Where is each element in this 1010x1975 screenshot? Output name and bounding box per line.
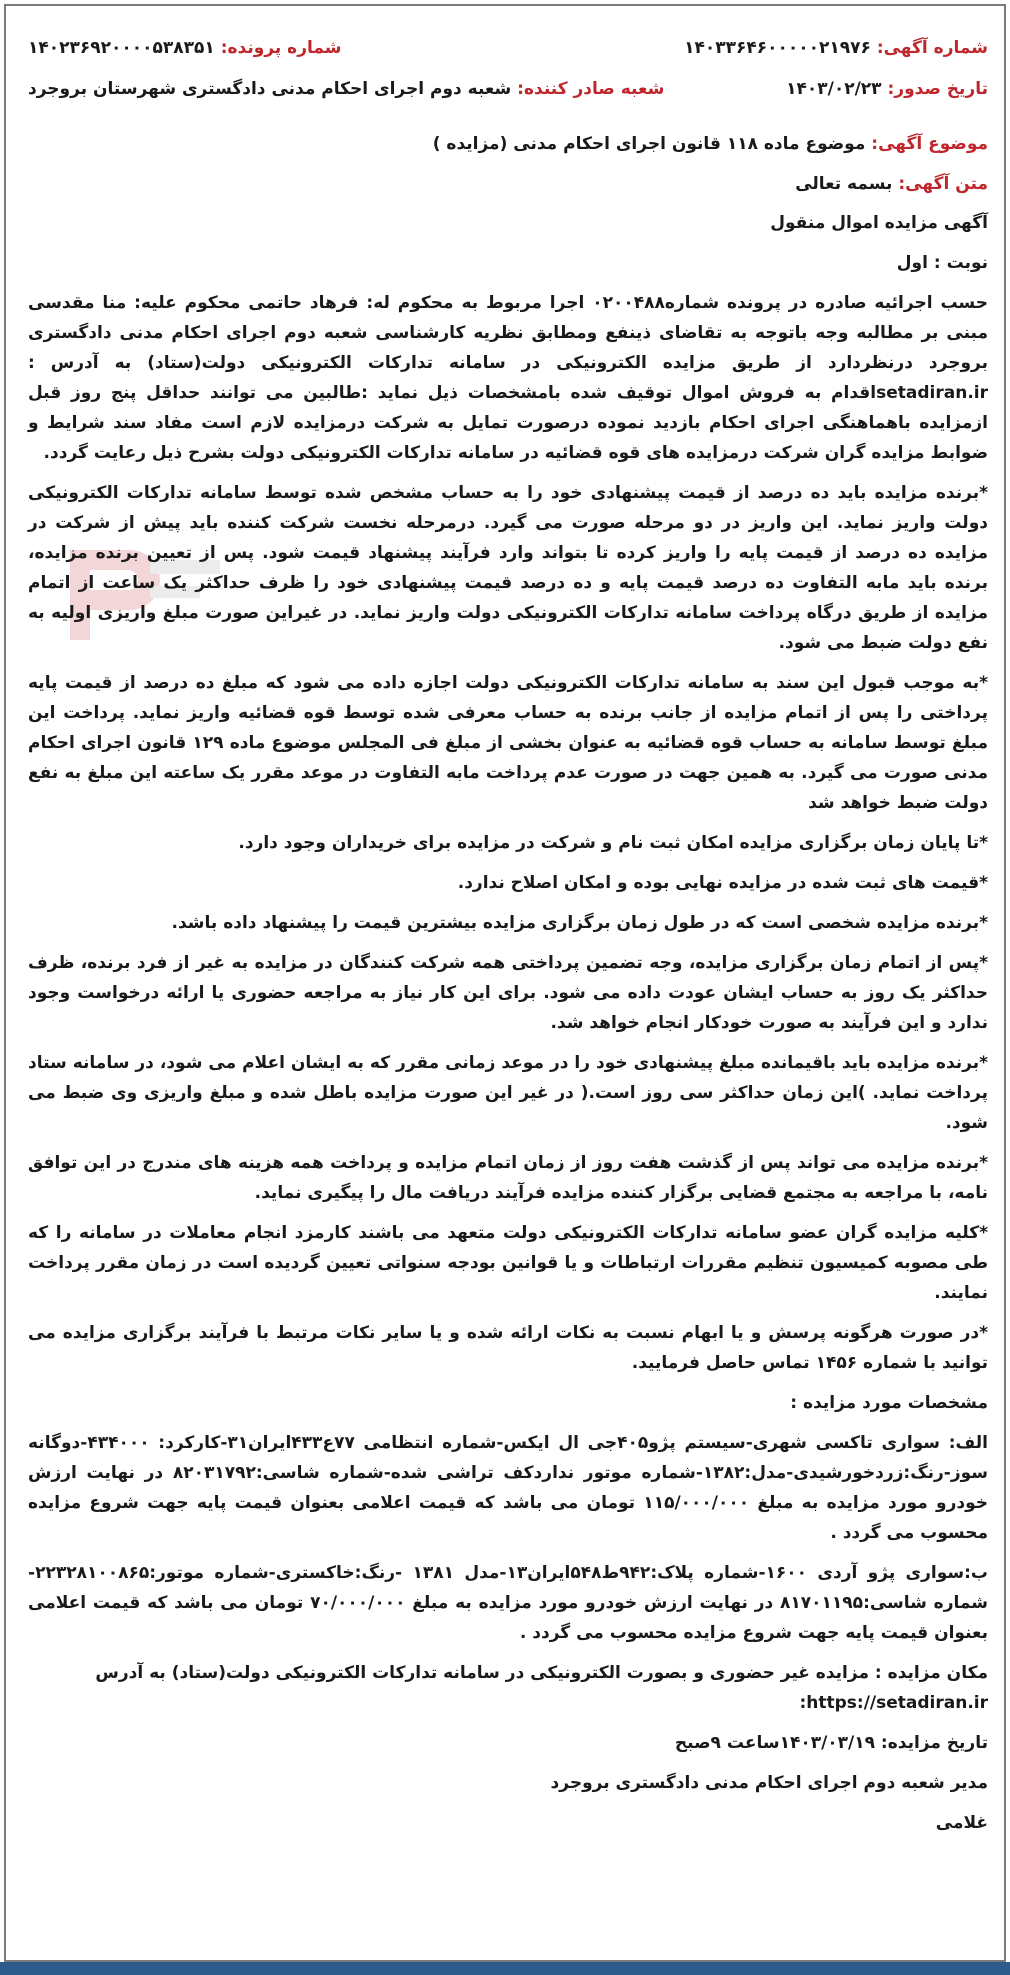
header-row-2 bbox=[28, 79, 988, 101]
paragraph-rule-4: *قیمت های ثبت شده در مزایده نهایی بوده و امکان اصلاح ندارد. bbox=[457, 873, 988, 893]
text-label: متن آگهی: bbox=[898, 174, 988, 194]
paragraph-rule-5: *برنده مزایده شخصی است که در طول زمان برگزاری مزایده بیشترین قیمت را پیشنهاد داده باشد. bbox=[171, 913, 988, 933]
issue-date-label: تاریخ صدور: bbox=[887, 79, 988, 99]
paragraph-rule-2: *به موجب قبول این سند به سامانه تدارکات الکترونیکی دولت اجازه داده می شود که مبلغ ده درصد از قیمت پایه پرداختی را پس از اتمام مزایده از جانب برنده به حساب معرفی شده توسط قوه قضائیه واریز نماید. پرداخت این مبلغ توسط سامانه به حساب قوه قضائیه به عنوان بخشی از مبلغ فی المجلس موضوع ماده ۱۲۹ قانون اجرای احکام مدنی صورت می گیرد. به همین جهت در صورت عدم پرداخت مابه التفاوت در موعد مقرر یک ساعته این مبلغ به نفع دولت ضبط خواهد شد bbox=[28, 673, 988, 813]
signer-title: مدیر شعبه دوم اجرای احکام مدنی دادگستری بروجرد bbox=[550, 1773, 988, 1793]
subject: موضوع ماده ۱۱۸ قانون اجرای احکام مدنی (مزایده ) bbox=[432, 134, 866, 154]
ad-number-field bbox=[684, 38, 988, 60]
subject-line bbox=[28, 134, 988, 154]
text-title: بسمه تعالی bbox=[795, 174, 893, 194]
paragraph-rule-9: *کلیه مزایده گران عضو سامانه تدارکات الکترونیکی دولت متعهد می باشند کارمزد انجام معاملات در سامانه را که طی مصوبه کمیسیون تنظیم مقررات ارتباطات و یا قوانین بودجه سنواتی تعیین گردیده است در زمان مقرر پرداخت نمایند. bbox=[28, 1223, 988, 1303]
notice-content bbox=[28, 38, 988, 1838]
paragraph-rule-7: *برنده مزایده باید باقیمانده مبلغ پیشنهادی خود را در موعد زمانی مقرر که به ایشان اعلام می شود، در سامانه ستاد پرداخت نماید. )این زمان حداکثر سی روز است.( در غیر این صورت مزایده باطل شده و مبلغ واریزی وی ضبط می شود. bbox=[28, 1053, 988, 1133]
auction-date: تاریخ مزایده: ۱۴۰۳/۰۳/۱۹ساعت ۹صبح bbox=[674, 1733, 988, 1753]
case-number-label: شماره پرونده: bbox=[220, 38, 342, 58]
ad-number: ۱۴۰۳۳۶۴۶۰۰۰۰۰۲۱۹۷۶ bbox=[684, 38, 871, 58]
item-b: ب:سواری پژو آردی ۱۶۰۰-شماره پلاک:۹۴۲ط۵۴۸ایران۱۳-مدل ۱۳۸۱ -رنگ:خاکستری-شماره موتور:۲۲۳۲۸۱۰۰۸۶۵-شماره شاسی:۸۱۷۰۱۱۹۵ در نهایت ارزش خودرو مورد مزایده به مبلغ ۷۰/۰۰۰/۰۰۰ تومان می باشد که قیمت اعلامی بعنوان قیمت پایه جهت شروع مزایده محسوب می گردد . bbox=[28, 1563, 989, 1643]
issue-date-field bbox=[786, 79, 988, 101]
issuer: شعبه دوم اجرای احکام مدنی دادگستری شهرستان بروجرد bbox=[28, 79, 512, 99]
header-row-1 bbox=[28, 38, 988, 60]
paragraph-rule-8: *برنده مزایده می تواند پس از گذشت هفت روز از زمان اتمام مزایده و پرداخت همه هزینه های مندرج در این توافق نامه، با مراجعه به مجتمع قضایی برگزار کننده مزایده فرآیند دریافت مال را پیگیری نماید. bbox=[28, 1153, 988, 1203]
notice-title: آگهی مزایده اموال منقول bbox=[770, 213, 988, 233]
case-number: ۱۴۰۲۳۶۹۲۰۰۰۰۵۳۸۳۵۱ bbox=[28, 38, 215, 58]
paragraph-rule-3: *تا پایان زمان برگزاری مزایده امکان ثبت نام و شرکت در مزایده برای خریداران وجود دارد. bbox=[238, 833, 988, 853]
auction-url[interactable]: https://setadiran.ir: bbox=[799, 1693, 988, 1713]
signer-name: غلامی bbox=[935, 1813, 988, 1833]
issuer-field bbox=[28, 79, 664, 101]
issue-date: ۱۴۰۳/۰۲/۲۳ bbox=[786, 79, 882, 99]
subject-label: موضوع آگهی: bbox=[871, 134, 988, 154]
paragraph-rule-1: *برنده مزایده باید ده درصد از قیمت پیشنهادی خود را به حساب مشخص شده توسط سامانه تدارکات الکترونیکی دولت واریز نماید. این واریز در دو مرحله صورت می گیرد. درمرحله نخست شرکت کننده باید پیش از شرکت در مزایده ده درصد از قیمت پایه را واریز کرده تا بتواند وارد فرآیند پیشنهاد قیمت شود. پس از تعیین برنده مزایده، برنده باید مابه التفاوت ده درصد قیمت پایه و ده درصد قیمت پیشنهادی خود را ظرف حداکثر یک ساعت از اتمام مزایده از طریق درگاه پرداخت سامانه تدارکات الکترونیکی دولت واریز نماید. در غیراین صورت مبلغ واریزی اولیه به نفع دولت ضبط می شود. bbox=[28, 483, 988, 653]
paragraph-intro: حسب اجرائیه صادره در پرونده شماره۰۲۰۰۴۸۸ اجرا مربوط به محکوم له: فرهاد حاتمی محکوم علیه: منا مقدسی مبنی بر مطالبه وجه باتوجه به تقاضای ذینفع ومطابق نظریه کارشناسی شعبه دوم اجرای احکام مدنی دادگستری بروجرد درنظردارد از طریق مزایده الکترونیکی در سامانه تدارکات الکترونیکی دولت(ستاد) به آدرس : setadiran.irاقدام به فروش اموال توقیف شده بامشخصات ذیل نماید :طالبین می توانند حداقل پنج روز قبل ازمزایده باهماهنگی اجرای احکام بازدید نموده درصورت تمایل به شرکت درمزایده لازم است مفاد سند شرایط و ضوابط مزایده گران شرکت درمزایده های قوه قضائیه در سامانه تدارکات الکترونیکی دولت بشرح ذیل رعایت گردد. bbox=[28, 293, 988, 463]
round: نوبت : اول bbox=[896, 253, 988, 273]
paragraph-rule-10: *در صورت هرگونه پرسش و یا ابهام نسبت به نکات ارائه شده و یا سایر نکات مرتبط با فرآیند برگزاری مزایده می توانید با شماره ۱۴۵۶ تماس حاصل فرمایید. bbox=[28, 1323, 988, 1373]
text-title-line bbox=[28, 174, 988, 194]
case-number-field bbox=[28, 38, 342, 60]
paragraph-rule-6: *پس از اتمام زمان برگزاری مزایده، وجه تضمین پرداختی همه شرکت کنندگان در مزایده به غیر از فرد برنده، ظرف حداکثر یک روز به حساب ایشان عودت داده می شود. برای این کار نیاز به مراجعه حضوری یا ارائه درخواست وجود ندارد و این فرآیند به صورت خودکار انجام خواهد شد. bbox=[28, 953, 988, 1033]
item-a: الف: سواری تاکسی شهری-سیستم پژو۴۰۵جی ال ایکس-شماره انتظامی ۷۷ع۴۳۳ایران۳۱-کارکرد: ۴۳۴۰۰۰-دوگانه سوز-رنگ:زردخورشیدی-مدل:۱۳۸۲-شماره موتور نداردکف تراشی شده-شماره شاسی:۸۲۰۳۱۷۹۲ در نهایت ارزش خودرو مورد مزایده به مبلغ ۱۱۵/۰۰۰/۰۰۰ تومان می باشد که قیمت اعلامی بعنوان قیمت پایه جهت شروع مزایده محسوب می گردد . bbox=[28, 1433, 989, 1543]
specs-title: مشخصات مورد مزایده : bbox=[790, 1393, 988, 1413]
bottom-bar bbox=[0, 1962, 1010, 1975]
auction-location: مکان مزایده : مزایده غیر حضوری و بصورت الکترونیکی در سامانه تدارکات الکترونیکی دولت(ستاد) به آدرس bbox=[95, 1663, 988, 1683]
ad-number-label: شماره آگهی: bbox=[876, 38, 988, 58]
issuer-label: شعبه صادر کننده: bbox=[517, 79, 665, 99]
